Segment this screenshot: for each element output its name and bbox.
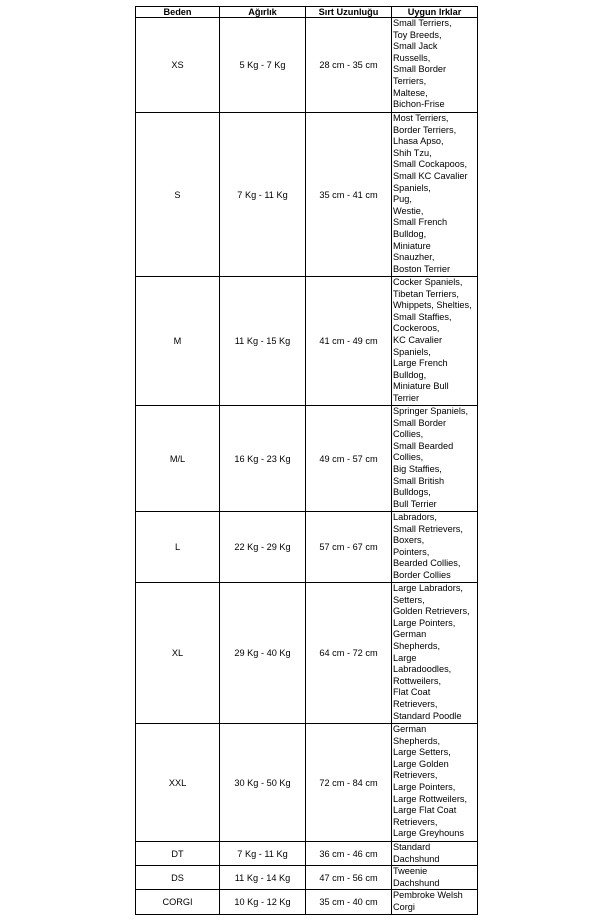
weight-cell: 7 Kg - 11 Kg bbox=[220, 113, 306, 277]
weight-cell: 29 Kg - 40 Kg bbox=[220, 583, 306, 724]
breeds-cell: Cocker Spaniels, Tibetan Terriers, Whippets, Shelties, Small Staffies, Cockeroos, KC Cavalier Spaniels, Large French Bulldog, Miniature Bull Terrier bbox=[392, 277, 478, 406]
breeds-cell: Standard Dachshund bbox=[392, 842, 478, 866]
size-cell: XS bbox=[136, 18, 220, 113]
breeds-cell: Tweenie Dachshund bbox=[392, 866, 478, 890]
size-cell: M/L bbox=[136, 406, 220, 512]
size-cell: XL bbox=[136, 583, 220, 724]
back-length-cell: 64 cm - 72 cm bbox=[306, 583, 392, 724]
breeds-cell: German Shepherds, Large Setters, Large Golden Retrievers, Large Pointers, Large Rottweilers, Large Flat Coat Retrievers, Large Greyhouns bbox=[392, 724, 478, 842]
table-row bbox=[136, 113, 478, 277]
breeds-cell: Most Terriers, Border Terriers, Lhasa Apso, Shih Tzu, Small Cockapoos, Small KC Cavalier Spaniels, Pug, Westie, Small French Bulldog, Miniature Snauzher, Boston Terrier bbox=[392, 113, 478, 277]
weight-cell: 30 Kg - 50 Kg bbox=[220, 724, 306, 842]
size-cell: M bbox=[136, 277, 220, 406]
back-length-cell: 72 cm - 84 cm bbox=[306, 724, 392, 842]
breeds-cell: Large Labradors, Setters, Golden Retrievers, Large Pointers, German Shepherds, Large Labradoodles, Rottweilers, Flat Coat Retrievers, Standard Poodle bbox=[392, 583, 478, 724]
table-row bbox=[136, 277, 478, 406]
weight-cell: 11 Kg - 14 Kg bbox=[220, 866, 306, 890]
size-cell: DS bbox=[136, 866, 220, 890]
table-row bbox=[136, 724, 478, 842]
back-length-cell: 49 cm - 57 cm bbox=[306, 406, 392, 512]
table-row bbox=[136, 583, 478, 724]
table-row bbox=[136, 18, 478, 113]
size-cell: XXL bbox=[136, 724, 220, 842]
size-cell: S bbox=[136, 113, 220, 277]
weight-cell: 7 Kg - 11 Kg bbox=[220, 842, 306, 866]
header-suitable-breeds: Uygun Irklar bbox=[392, 7, 478, 18]
header-weight: Ağırlık bbox=[220, 7, 306, 18]
header-size: Beden bbox=[136, 7, 220, 18]
table-row bbox=[136, 842, 478, 866]
breeds-cell: Pembroke Welsh Corgi bbox=[392, 890, 478, 914]
size-cell: CORGI bbox=[136, 890, 220, 914]
back-length-cell: 36 cm - 46 cm bbox=[306, 842, 392, 866]
size-cell: L bbox=[136, 512, 220, 583]
back-length-cell: 41 cm - 49 cm bbox=[306, 277, 392, 406]
weight-cell: 16 Kg - 23 Kg bbox=[220, 406, 306, 512]
breeds-cell: Labradors, Small Retrievers, Boxers, Pointers, Bearded Collies, Border Collies bbox=[392, 512, 478, 583]
back-length-cell: 57 cm - 67 cm bbox=[306, 512, 392, 583]
table-row bbox=[136, 512, 478, 583]
table-row bbox=[136, 406, 478, 512]
table-row bbox=[136, 866, 478, 890]
weight-cell: 10 Kg - 12 Kg bbox=[220, 890, 306, 914]
table-row bbox=[136, 890, 478, 914]
back-length-cell: 47 cm - 56 cm bbox=[306, 866, 392, 890]
weight-cell: 22 Kg - 29 Kg bbox=[220, 512, 306, 583]
back-length-cell: 28 cm - 35 cm bbox=[306, 18, 392, 113]
header-row bbox=[136, 7, 478, 18]
size-chart-table bbox=[135, 6, 478, 915]
breeds-cell: Springer Spaniels, Small Border Collies, Small Bearded Collies, Big Staffies, Small British Bulldogs, Bull Terrier bbox=[392, 406, 478, 512]
breeds-cell: Small Terriers, Toy Breeds, Small Jack Russells, Small Border Terriers, Maltese, Bichon-Frise bbox=[392, 18, 478, 113]
back-length-cell: 35 cm - 40 cm bbox=[306, 890, 392, 914]
weight-cell: 5 Kg - 7 Kg bbox=[220, 18, 306, 113]
size-cell: DT bbox=[136, 842, 220, 866]
weight-cell: 11 Kg - 15 Kg bbox=[220, 277, 306, 406]
header-back-length: Sırt Uzunluğu bbox=[306, 7, 392, 18]
back-length-cell: 35 cm - 41 cm bbox=[306, 113, 392, 277]
